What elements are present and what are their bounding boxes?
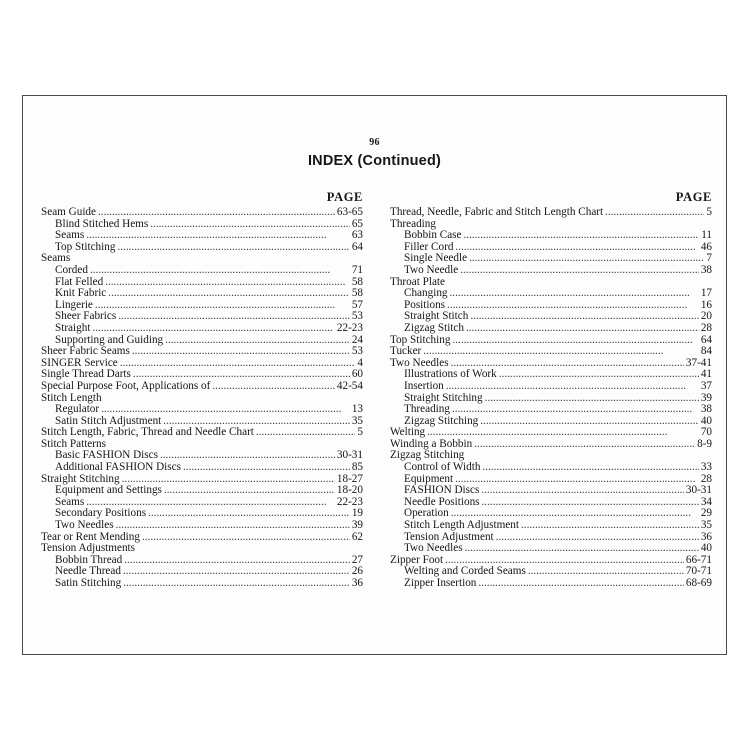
entry-page-numbers: 62 bbox=[351, 530, 363, 543]
index-subentry bbox=[41, 288, 363, 300]
index-entry bbox=[41, 381, 363, 393]
entry-label: Lingerie bbox=[55, 298, 93, 311]
dot-leader bbox=[212, 381, 335, 393]
entry-label: Two Needles bbox=[55, 519, 114, 532]
entry-label: Sheer Fabric Seams bbox=[41, 345, 130, 358]
index-subentry bbox=[41, 520, 363, 532]
index-subentry bbox=[390, 288, 712, 300]
dot-leader bbox=[605, 207, 704, 219]
dot-leader bbox=[98, 207, 335, 219]
dot-leader bbox=[108, 288, 350, 300]
entry-page-numbers: 30-31 bbox=[336, 449, 363, 462]
dot-leader bbox=[423, 346, 699, 358]
dot-leader bbox=[86, 230, 350, 242]
index-entry bbox=[41, 207, 363, 219]
entry-page-numbers: 40 bbox=[700, 414, 712, 427]
entry-label: Welting and Corded Seams bbox=[404, 565, 526, 578]
entry-page-numbers: 42-54 bbox=[336, 379, 363, 392]
entry-label: Changing bbox=[404, 287, 448, 300]
entry-page-numbers: 63-65 bbox=[336, 206, 363, 218]
entry-page-numbers: 53 bbox=[351, 345, 363, 358]
index-subentry bbox=[390, 578, 712, 590]
entry-page-numbers: 16 bbox=[700, 298, 712, 311]
dot-leader bbox=[482, 497, 699, 509]
entry-page-numbers: 66-71 bbox=[685, 553, 712, 566]
dot-leader bbox=[485, 393, 699, 405]
entry-page-numbers: 84 bbox=[700, 345, 712, 358]
index-subentry bbox=[41, 242, 363, 254]
entry-label: Secondary Positions bbox=[55, 507, 147, 520]
index-subentry bbox=[390, 404, 712, 416]
dot-leader bbox=[528, 566, 684, 578]
entry-label: Tucker bbox=[390, 345, 422, 358]
entry-label: Threading bbox=[404, 403, 450, 416]
entry-label: Tension Adjustments bbox=[41, 542, 135, 555]
dot-leader bbox=[256, 427, 355, 439]
entry-page-numbers: 18-20 bbox=[336, 484, 363, 497]
index-subentry bbox=[41, 265, 363, 277]
index-subentry bbox=[390, 381, 712, 393]
entry-page-numbers: 38 bbox=[700, 263, 712, 276]
dot-leader bbox=[481, 485, 684, 497]
index-subentry bbox=[390, 416, 712, 428]
entry-label: Top Stitching bbox=[55, 240, 116, 253]
index-entries bbox=[390, 207, 712, 590]
entry-page-numbers: 39 bbox=[700, 391, 712, 404]
entry-page-numbers: 63 bbox=[351, 229, 363, 242]
entry-page-numbers: 8-9 bbox=[697, 437, 712, 450]
entry-page-numbers: 40 bbox=[700, 542, 712, 555]
entry-label: FASHION Discs bbox=[404, 484, 480, 497]
entry-page-numbers: 13 bbox=[351, 403, 363, 416]
entry-label: Zipper Insertion bbox=[404, 577, 477, 589]
entry-label: Tension Adjustment bbox=[404, 530, 494, 543]
entry-label: Knit Fabric bbox=[55, 287, 107, 300]
dot-leader bbox=[142, 532, 350, 544]
index-entry bbox=[41, 253, 363, 265]
dot-leader bbox=[165, 335, 350, 347]
entry-label: Regulator bbox=[55, 403, 100, 416]
entry-page-numbers: 35 bbox=[700, 519, 712, 532]
dot-leader bbox=[455, 474, 699, 486]
entry-label: Additional FASHION Discs bbox=[55, 461, 181, 474]
entry-page-numbers: 35 bbox=[351, 414, 363, 427]
entry-label: Insertion bbox=[404, 379, 444, 392]
dot-leader bbox=[450, 288, 699, 300]
dot-leader bbox=[452, 404, 699, 416]
page-number: 96 bbox=[369, 137, 380, 148]
entry-page-numbers: 37-41 bbox=[685, 356, 712, 369]
entry-label: Equipment bbox=[404, 472, 454, 485]
entry-label: Seams bbox=[55, 229, 85, 242]
entry-label: Positions bbox=[404, 298, 446, 311]
index-entries bbox=[41, 207, 363, 590]
entry-page-numbers: 17 bbox=[700, 287, 712, 300]
entry-label: Zigzag Stitch bbox=[404, 321, 464, 334]
entry-page-numbers: 18-27 bbox=[336, 472, 363, 485]
entry-page-numbers: 11 bbox=[701, 229, 712, 242]
entry-label: Winding a Bobbin bbox=[390, 437, 473, 450]
entry-label: Two Needles bbox=[390, 356, 449, 369]
entry-label: Zipper Foot bbox=[390, 553, 444, 566]
dot-leader bbox=[118, 311, 350, 323]
entry-page-numbers: 33 bbox=[700, 461, 712, 474]
entry-label: Straight Stitching bbox=[404, 391, 483, 404]
index-title: INDEX (Continued) bbox=[307, 153, 442, 169]
index-subentry bbox=[41, 485, 363, 497]
entry-label: Stitch Length, Fabric, Thread and Needle Chart bbox=[41, 426, 254, 439]
dot-leader bbox=[464, 230, 700, 242]
entry-page-numbers: 5 bbox=[706, 206, 712, 218]
dot-leader bbox=[521, 520, 699, 532]
index-entry bbox=[390, 207, 712, 219]
dot-leader bbox=[90, 265, 350, 277]
dot-leader bbox=[470, 311, 698, 323]
entry-page-numbers: 53 bbox=[351, 310, 363, 323]
entry-label: Zigzag Stitching bbox=[390, 449, 465, 462]
entry-label: Two Needles bbox=[404, 542, 463, 555]
entry-page-numbers: 57 bbox=[351, 298, 363, 311]
entry-page-numbers: 46 bbox=[700, 240, 712, 253]
entry-page-numbers: 7 bbox=[706, 252, 712, 265]
dot-leader bbox=[150, 219, 350, 231]
index-subentry bbox=[41, 462, 363, 474]
dot-leader bbox=[474, 439, 695, 451]
entry-page-numbers: 4 bbox=[357, 356, 363, 369]
entry-label: Tear or Rent Mending bbox=[41, 530, 140, 543]
entry-label: Seams bbox=[41, 252, 71, 265]
entry-label: Thread, Needle, Fabric and Stitch Length Chart bbox=[390, 206, 604, 218]
index-subentry bbox=[390, 323, 712, 335]
dot-leader bbox=[183, 462, 350, 474]
entry-label: Operation bbox=[404, 507, 449, 520]
entry-label: Illustrations of Work bbox=[404, 368, 497, 381]
entry-page-numbers: 64 bbox=[351, 240, 363, 253]
entry-page-numbers: 26 bbox=[351, 565, 363, 578]
entry-page-numbers: 65 bbox=[351, 217, 363, 230]
entry-page-numbers: 22-23 bbox=[336, 321, 363, 334]
entry-page-numbers: 37 bbox=[700, 379, 712, 392]
dot-leader bbox=[117, 242, 349, 254]
dot-leader bbox=[452, 335, 698, 347]
entry-page-numbers: 34 bbox=[700, 495, 712, 508]
entry-page-numbers: 60 bbox=[351, 368, 363, 381]
entry-label: Straight Stitch bbox=[404, 310, 469, 323]
entry-page-numbers: 38 bbox=[700, 403, 712, 416]
page-column-heading: PAGE bbox=[675, 190, 712, 204]
entry-label: Satin Stitch Adjustment bbox=[55, 414, 162, 427]
dot-leader bbox=[465, 543, 699, 555]
entry-page-numbers: 58 bbox=[351, 275, 363, 288]
dot-leader bbox=[95, 300, 350, 312]
entry-page-numbers: 22-23 bbox=[336, 495, 363, 508]
dot-leader bbox=[92, 323, 334, 335]
index-subentry bbox=[41, 404, 363, 416]
index-column-right bbox=[390, 188, 712, 590]
entry-label: Corded bbox=[55, 263, 88, 276]
entry-page-numbers: 27 bbox=[351, 553, 363, 566]
entry-label: Single Thread Darts bbox=[41, 368, 131, 381]
entry-page-numbers: 36 bbox=[351, 577, 363, 589]
dot-leader bbox=[466, 323, 699, 335]
dot-leader bbox=[478, 578, 684, 590]
entry-label: Single Needle bbox=[404, 252, 468, 265]
dot-leader bbox=[116, 520, 350, 532]
entry-label: Flat Felled bbox=[55, 275, 104, 288]
entry-label: Sheer Fabrics bbox=[55, 310, 117, 323]
entry-page-numbers: 68-69 bbox=[685, 577, 712, 589]
entry-label: Straight bbox=[55, 321, 91, 334]
entry-label: Equipment and Settings bbox=[55, 484, 162, 497]
dot-leader bbox=[496, 532, 699, 544]
entry-label: Threading bbox=[390, 217, 436, 230]
entry-page-numbers: 28 bbox=[700, 472, 712, 485]
entry-page-numbers: 19 bbox=[351, 507, 363, 520]
entry-page-numbers: 71 bbox=[351, 263, 363, 276]
dot-leader bbox=[160, 450, 335, 462]
entry-page-numbers: 29 bbox=[700, 507, 712, 520]
index-subentry bbox=[390, 520, 712, 532]
entry-page-numbers: 30-31 bbox=[685, 484, 712, 497]
index-page bbox=[22, 95, 727, 655]
entry-label: Satin Stitching bbox=[55, 577, 122, 589]
entry-label: Stitch Patterns bbox=[41, 437, 106, 450]
index-subentry bbox=[41, 219, 363, 231]
dot-leader bbox=[469, 253, 704, 265]
entry-page-numbers: 28 bbox=[700, 321, 712, 334]
entry-label: Zigzag Stitching bbox=[404, 414, 479, 427]
entry-label: Filler Cord bbox=[404, 240, 454, 253]
entry-page-numbers: 5 bbox=[357, 426, 363, 439]
entry-label: Bobbin Thread bbox=[55, 553, 123, 566]
index-subentry bbox=[41, 578, 363, 590]
dot-leader bbox=[105, 277, 350, 289]
entry-label: Top Stitching bbox=[390, 333, 451, 346]
dot-leader bbox=[499, 369, 699, 381]
entry-label: Special Purpose Foot, Applications of bbox=[41, 379, 211, 392]
dot-leader bbox=[124, 555, 350, 567]
entry-label: Needle Positions bbox=[404, 495, 480, 508]
entry-page-numbers: 70-71 bbox=[685, 565, 712, 578]
entry-page-numbers: 24 bbox=[351, 333, 363, 346]
dot-leader bbox=[101, 404, 350, 416]
entry-page-numbers: 64 bbox=[700, 333, 712, 346]
entry-label: Welting bbox=[390, 426, 426, 439]
dot-leader bbox=[447, 300, 699, 312]
entry-label: Seam Guide bbox=[41, 206, 96, 218]
entry-label: Needle Thread bbox=[55, 565, 121, 578]
entry-label: Supporting and Guiding bbox=[55, 333, 164, 346]
dot-leader bbox=[120, 358, 356, 370]
entry-page-numbers: 70 bbox=[700, 426, 712, 439]
index-entry bbox=[390, 346, 712, 358]
dot-leader bbox=[482, 462, 698, 474]
dot-leader bbox=[164, 485, 335, 497]
entry-label: Blind Stitched Hems bbox=[55, 217, 149, 230]
index-subentry bbox=[390, 462, 712, 474]
entry-page-numbers: 20 bbox=[700, 310, 712, 323]
dot-leader bbox=[446, 381, 699, 393]
entry-page-numbers: 41 bbox=[700, 368, 712, 381]
dot-leader bbox=[460, 265, 699, 277]
dot-leader bbox=[455, 242, 698, 254]
entry-label: Throat Plate bbox=[390, 275, 445, 288]
page-column-heading: PAGE bbox=[326, 190, 363, 204]
entry-page-numbers: 85 bbox=[351, 461, 363, 474]
dot-leader bbox=[148, 508, 350, 520]
dot-leader bbox=[123, 566, 350, 578]
entry-label: Stitch Length Adjustment bbox=[404, 519, 519, 532]
index-column-left bbox=[41, 188, 363, 590]
entry-label: Control of Width bbox=[404, 461, 481, 474]
index-entry bbox=[41, 346, 363, 358]
entry-page-numbers: 36 bbox=[700, 530, 712, 543]
index-subentry bbox=[41, 323, 363, 335]
dot-leader bbox=[132, 346, 350, 358]
entry-label: Straight Stitching bbox=[41, 472, 120, 485]
dot-leader bbox=[480, 416, 699, 428]
entry-label: Basic FASHION Discs bbox=[55, 449, 158, 462]
entry-label: Seams bbox=[55, 495, 85, 508]
entry-page-numbers: 58 bbox=[351, 287, 363, 300]
entry-label: SINGER Service bbox=[41, 356, 118, 369]
dot-leader bbox=[123, 578, 350, 590]
entry-label: Stitch Length bbox=[41, 391, 102, 404]
index-subentry bbox=[390, 265, 712, 277]
entry-label: Two Needle bbox=[404, 263, 459, 276]
entry-page-numbers: 39 bbox=[351, 519, 363, 532]
entry-label: Bobbin Case bbox=[404, 229, 462, 242]
index-entry bbox=[390, 335, 712, 347]
